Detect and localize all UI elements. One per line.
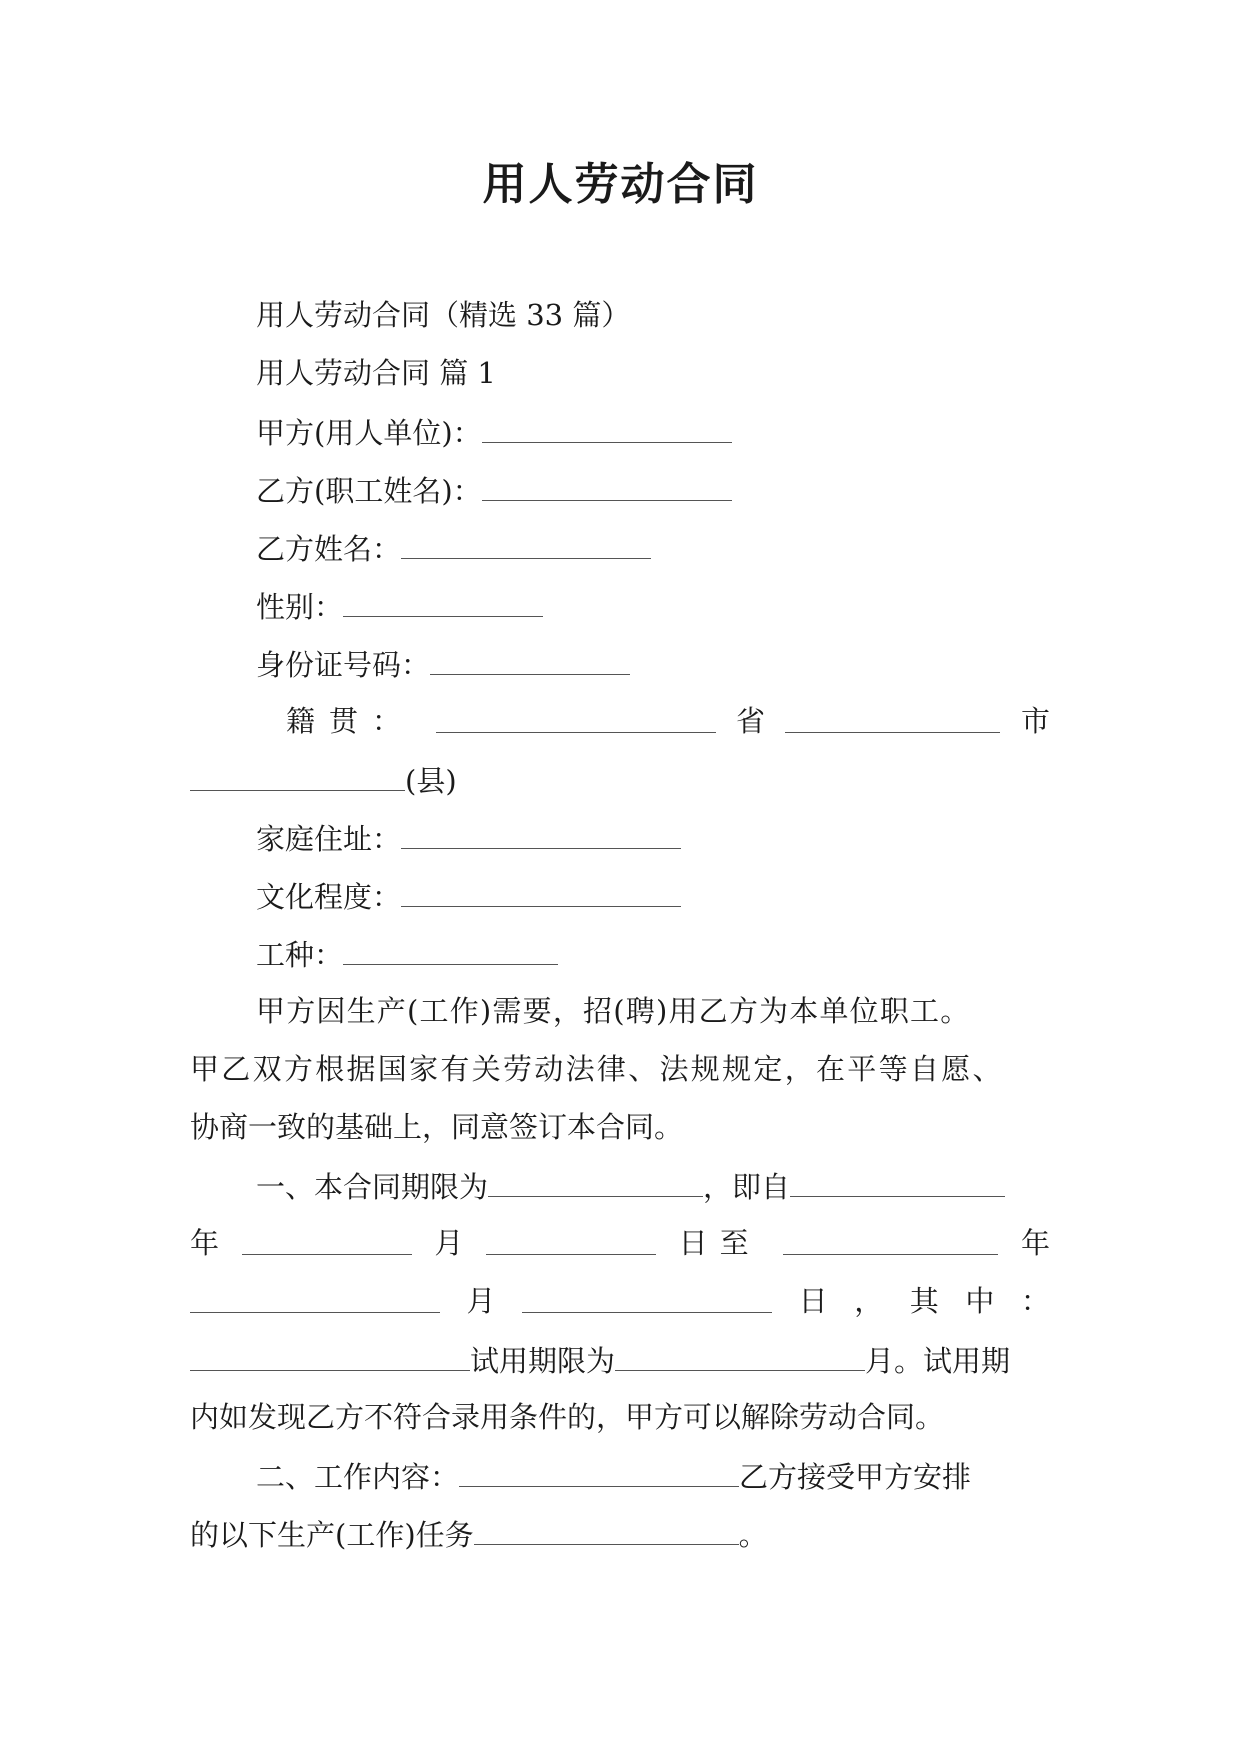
month-label: 月 — [434, 1226, 464, 1260]
party-b-blank[interactable] — [482, 460, 732, 501]
section-heading: 用人劳动合同 篇 1 — [256, 356, 496, 390]
city-label: 市 — [1020, 704, 1050, 738]
clause-1-last: 内如发现乙方不符合录用条件的，甲方可以解除劳动合同。 — [190, 1400, 945, 1434]
among-label: 其 — [909, 1284, 939, 1318]
probation-months-blank[interactable] — [615, 1330, 865, 1371]
clause-text: ，即自 — [703, 1170, 791, 1204]
day-to-label: 日至 — [678, 1226, 761, 1260]
field-label: 工种： — [256, 938, 344, 972]
field-party-a — [190, 402, 1050, 460]
probation-blank-1[interactable] — [190, 1330, 470, 1371]
field-label: 家庭住址： — [256, 822, 402, 856]
field-job-type — [190, 924, 1050, 982]
document-title: 用人劳动合同 — [482, 159, 759, 210]
clause-text: 月。试用期 — [865, 1344, 1011, 1378]
end-month-blank[interactable] — [190, 1272, 440, 1313]
clause-text: 的以下生产(工作)任务 — [190, 1518, 474, 1552]
field-county — [190, 750, 1050, 808]
comma-label: ， — [854, 1284, 884, 1318]
clause-text: 。 — [738, 1518, 768, 1552]
start-month-blank[interactable] — [486, 1214, 656, 1255]
clause-text: 试用期限为 — [470, 1344, 616, 1378]
clause-1-dates-end — [190, 1272, 1050, 1330]
clause-1-dates — [190, 1214, 1050, 1272]
field-label: 身份证号码： — [256, 648, 431, 682]
intro-line: 甲乙双方根据国家有关劳动法律、法规规定，在平等自愿、 — [190, 1052, 1004, 1086]
gender-blank[interactable] — [343, 576, 543, 617]
field-label: 籍贯： — [286, 704, 416, 738]
field-gender — [190, 576, 1050, 634]
colon-label: ： — [1020, 1284, 1050, 1318]
among-label: 中 — [965, 1284, 995, 1318]
day-label: 日 — [798, 1284, 828, 1318]
start-year-blank[interactable] — [242, 1214, 412, 1255]
field-label: 乙方(职工姓名)： — [256, 474, 482, 508]
document-body — [190, 286, 1050, 1562]
field-party-b — [190, 460, 1050, 518]
field-label: 文化程度： — [256, 880, 402, 914]
intro-line: 甲方因生产(工作)需要，招(聘)用乙方为本单位职工。 — [256, 994, 971, 1028]
end-year-blank[interactable] — [783, 1214, 998, 1255]
end-day-blank[interactable] — [522, 1272, 772, 1313]
clause-2-line — [190, 1446, 1050, 1504]
b-name-blank[interactable] — [401, 518, 651, 559]
county-label: (县) — [405, 764, 457, 798]
subtitle: 用人劳动合同（精选 33 篇） — [256, 298, 631, 332]
clause-text: 二、工作内容： — [256, 1460, 460, 1494]
city-blank[interactable] — [785, 692, 1000, 733]
clause-1-line — [190, 1156, 1050, 1214]
field-label: 乙方姓名： — [256, 532, 402, 566]
field-b-name — [190, 518, 1050, 576]
job-type-blank[interactable] — [343, 924, 558, 965]
home-address-blank[interactable] — [401, 808, 681, 849]
intro-line: 协商一致的基础上，同意签订本合同。 — [190, 1110, 684, 1144]
month-label: 月 — [466, 1284, 496, 1318]
id-number-blank[interactable] — [430, 634, 630, 675]
province-label: 省 — [735, 704, 765, 738]
field-id-number — [190, 634, 1050, 692]
county-blank[interactable] — [190, 750, 405, 791]
field-education — [190, 866, 1050, 924]
clause-1-probation — [190, 1330, 1050, 1388]
party-a-blank[interactable] — [482, 402, 732, 443]
province-blank[interactable] — [436, 692, 716, 733]
year-label: 年 — [190, 1226, 220, 1260]
clause-text: 一、本合同期限为 — [256, 1170, 489, 1204]
field-label: 甲方(用人单位)： — [256, 416, 482, 450]
clause-text: 乙方接受甲方安排 — [739, 1460, 972, 1494]
start-blank[interactable] — [790, 1156, 1005, 1197]
field-home-address — [190, 808, 1050, 866]
field-label: 性别： — [256, 590, 344, 624]
education-blank[interactable] — [401, 866, 681, 907]
field-native-place — [190, 692, 1050, 750]
term-blank[interactable] — [488, 1156, 703, 1197]
work-content-blank[interactable] — [459, 1446, 739, 1487]
year-label: 年 — [1020, 1226, 1050, 1260]
clause-2-line — [190, 1504, 1050, 1562]
task-blank[interactable] — [474, 1504, 739, 1545]
